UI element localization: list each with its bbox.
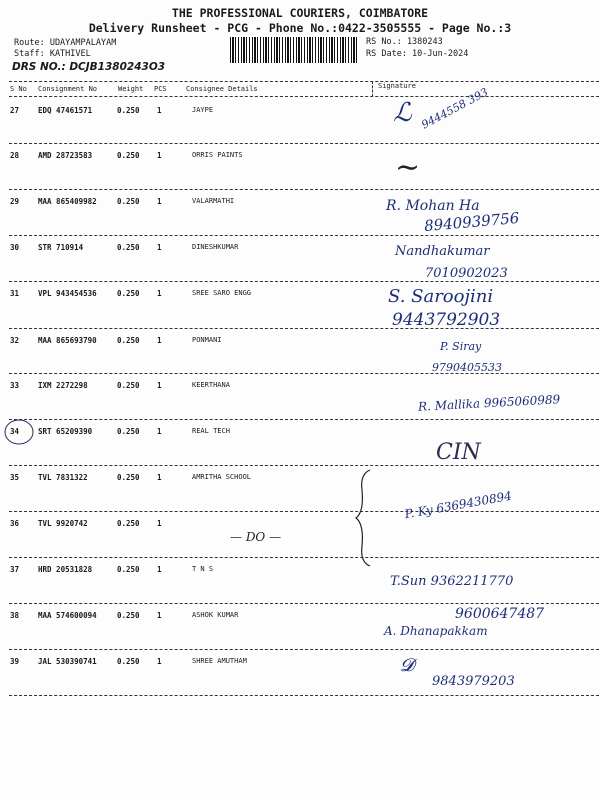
row-weight: 0.250	[117, 473, 140, 482]
row-weight: 0.250	[117, 243, 140, 252]
row-consignment: VPL 943454536	[38, 289, 97, 298]
row-consignee: SREE SARO ENGG	[192, 289, 252, 297]
signature-29-phone: 8940939756	[423, 208, 521, 236]
signature-32-phone: 9790405533	[432, 361, 502, 374]
row-weight: 0.250	[117, 427, 140, 436]
row-weight: 0.250	[117, 289, 140, 298]
row-consignee: REAL TECH	[192, 427, 230, 435]
row-consignment: MAA 574600094	[38, 611, 97, 620]
row-sno: 31	[10, 289, 20, 298]
row-sno: 35	[10, 473, 20, 482]
row-sno: 28	[10, 151, 20, 160]
row-pcs: 1	[157, 243, 162, 252]
signature-34: CIN	[436, 440, 481, 465]
staff-label: Staff: KATHIVEL	[14, 49, 91, 59]
row-sno: 39	[10, 657, 20, 666]
row-pcs: 1	[157, 289, 162, 298]
row-weight: 0.250	[117, 565, 140, 574]
row-consignee: T N S	[192, 565, 214, 573]
signature-31-name: S. Saroojini	[388, 286, 494, 307]
row-consignment: MAA 865693790	[38, 336, 97, 345]
row-weight: 0.250	[117, 611, 140, 620]
row-pcs: 1	[157, 611, 162, 620]
signature-39-phone: 9843979203	[432, 674, 515, 689]
signature-28-scribble: ∼	[395, 150, 421, 185]
col-consignment: Consignment No	[38, 85, 98, 93]
row-weight: 0.250	[117, 106, 140, 115]
row-pcs: 1	[157, 197, 162, 206]
row-pcs: 1	[157, 427, 162, 436]
runsheet-subtitle: Delivery Runsheet - PCG - Phone No.:0422-3505555 - Page No.:3	[88, 21, 512, 35]
ditto-mark: — DO —	[230, 530, 282, 544]
row-pcs: 1	[157, 565, 162, 574]
row-pcs: 1	[157, 336, 162, 345]
row-consignment: HRD 20531828	[38, 565, 93, 574]
row-consignment: JAL 530390741	[38, 657, 97, 666]
row-pcs: 1	[157, 519, 162, 528]
row-consignee: JAYPE	[192, 106, 214, 114]
row-sno: 36	[10, 519, 20, 528]
row-consignment: TVL 7831322	[38, 473, 88, 482]
row-consignee: VALARMATHI	[192, 197, 235, 205]
drs-number: DRS NO.: DCJB1380243O3	[12, 61, 166, 73]
row-sno: 34	[10, 427, 20, 436]
signature-32-name: P. Siray	[440, 340, 482, 353]
col-pcs: PCS	[154, 85, 167, 93]
row-consignment: STR 710914	[38, 243, 84, 252]
row-weight: 0.250	[117, 381, 140, 390]
signature-30-phone: 7010902023	[425, 266, 508, 281]
row-pcs: 1	[157, 473, 162, 482]
row-sno: 29	[10, 197, 20, 206]
row-sno: 33	[10, 381, 20, 390]
row-consignee: KEERTHANA	[192, 381, 230, 389]
circle-mark	[5, 420, 33, 444]
company-title: THE PROFESSIONAL COURIERS, COIMBATORE	[171, 6, 429, 20]
signature-33: R. Mallika 9965060989	[417, 392, 561, 414]
row-consignee: PONMANI	[192, 336, 222, 344]
route-label: Route: UDAYAMPALAYAM	[14, 38, 117, 48]
col-signature: Signature	[378, 82, 416, 90]
brace-mark	[356, 470, 370, 566]
signature-31-phone: 9443792903	[392, 310, 501, 330]
signature-35-36: P. Ky 6369430894	[403, 488, 513, 522]
row-consignee: AMRITHA SCHOOL	[192, 473, 252, 481]
signature-38-name: A. Dhanapakkam	[384, 624, 488, 638]
signature-27: 9444558 393	[419, 85, 491, 132]
signature-27-scribble: ℒ	[393, 98, 412, 128]
signature-30-name: Nandhakumar	[395, 244, 490, 259]
row-consignment: TVL 9920742	[38, 519, 88, 528]
row-weight: 0.250	[117, 151, 140, 160]
rs-date: RS Date: 10-Jun-2024	[366, 49, 469, 59]
col-weight: Weight	[118, 85, 144, 93]
row-consignee: ORRIS PAINTS	[192, 151, 243, 159]
signature-29-name: R. Mohan Ha	[386, 198, 480, 214]
row-consignee: DINESHKUMAR	[192, 243, 239, 251]
row-consignment: MAA 865409982	[38, 197, 97, 206]
row-sno: 27	[10, 106, 20, 115]
row-weight: 0.250	[117, 336, 140, 345]
row-pcs: 1	[157, 151, 162, 160]
col-sno: S No	[10, 85, 27, 93]
row-sno: 37	[10, 565, 20, 574]
row-pcs: 1	[157, 106, 162, 115]
row-weight: 0.250	[117, 197, 140, 206]
row-consignee: SHREE AMUTHAM	[192, 657, 247, 665]
row-pcs: 1	[157, 381, 162, 390]
row-consignee: ASHOK KUMAR	[192, 611, 239, 619]
row-sno: 32	[10, 336, 20, 345]
signature-38-phone: 9600647487	[455, 606, 545, 622]
signature-37: T.Sun 9362211770	[390, 574, 514, 589]
row-sno: 38	[10, 611, 20, 620]
row-sno: 30	[10, 243, 20, 252]
row-weight: 0.250	[117, 657, 140, 666]
row-consignment: EDQ 47461571	[38, 106, 93, 115]
row-consignment: IXM 2272298	[38, 381, 88, 390]
rs-number: RS No.: 1380243	[366, 37, 443, 47]
row-pcs: 1	[157, 657, 162, 666]
row-consignment: SRT 65209390	[38, 427, 93, 436]
row-weight: 0.250	[117, 519, 140, 528]
signature-39-scribble: 𝓓	[400, 655, 414, 676]
row-consignment: AMD 28723583	[38, 151, 93, 160]
col-consignee: Consignee Details	[186, 85, 258, 93]
